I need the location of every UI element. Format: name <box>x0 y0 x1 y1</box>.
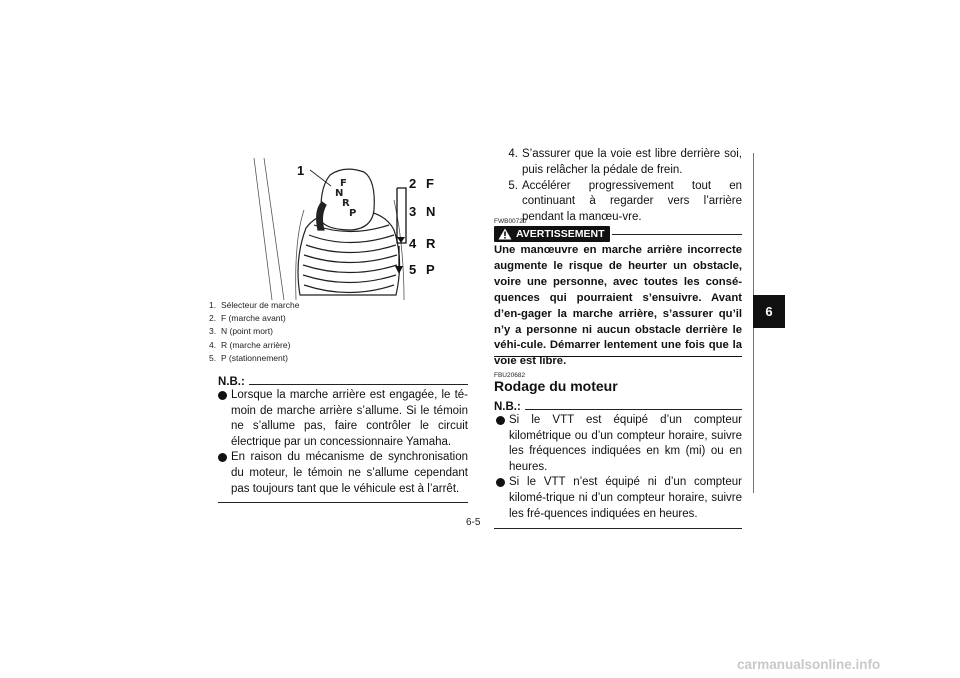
position-letter: P <box>426 262 435 277</box>
caption-item <box>209 312 469 325</box>
caption-text: P (stationnement) <box>221 352 288 363</box>
watermark: carmanualsonline.info <box>737 657 881 672</box>
chapter-tab: 6 <box>753 295 785 328</box>
note-title-text: N.B.: <box>494 401 521 413</box>
gate-letter: F <box>340 178 347 189</box>
note-rule <box>494 528 742 529</box>
step-text: Accélérer progressivement tout en continuant à regarder vers l’arrière pendant la manœu-vre. <box>522 179 742 224</box>
note-bullet <box>496 475 742 522</box>
caption-number: 5. <box>209 352 217 363</box>
note-bullet <box>218 450 468 497</box>
page-number: 6-5 <box>466 517 481 528</box>
note-block-right <box>494 401 742 529</box>
gate-letter: P <box>349 208 357 219</box>
position-number: 4 <box>409 236 417 251</box>
step-number: 4. <box>508 148 518 160</box>
step-number: 5. <box>508 179 518 192</box>
caption-text: N (point mort) <box>221 326 273 337</box>
caption-number: 2. <box>209 313 217 324</box>
gate-letter: R <box>342 198 350 209</box>
note-bullet <box>218 388 468 450</box>
position-letter: R <box>426 236 436 251</box>
bullet-dot-icon <box>218 391 227 400</box>
section-title: Rodage du moteur <box>494 378 618 394</box>
procedure-steps <box>496 147 742 226</box>
warning-label: AVERTISSEMENT <box>516 228 605 240</box>
caption-item <box>209 339 469 352</box>
gate-letter: N <box>335 188 344 199</box>
note-bullet-text: Si le VTT est équipé d’un compteur kilométrique ou d’un compteur horaire, suivre les fréquences indiquées en km (mi) ou en heures. <box>509 414 742 473</box>
bullet-dot-icon <box>496 416 505 425</box>
warning-triangle-icon <box>498 228 512 240</box>
note-title-text: N.B.: <box>218 376 245 388</box>
caption-item <box>209 352 469 365</box>
caption-text: F (marche avant) <box>221 313 286 324</box>
caption-text: Sélecteur de marche <box>221 300 300 310</box>
position-number: 5 <box>409 262 417 277</box>
caption-number: 3. <box>209 326 217 337</box>
step-text: S’assurer que la voie est libre derrière soi, puis relâcher la pédale de frein. <box>522 148 742 176</box>
step-item <box>496 147 742 179</box>
callout-number: 1 <box>297 163 305 178</box>
warning-code: FWB00720 <box>494 218 527 225</box>
note-bullet-text: En raison du mécanisme de synchronisation du moteur, le témoin ne s’allume cependant pas toujours tant que le véhicule est à l’arrêt. <box>231 451 468 495</box>
caption-text: R (marche arrière) <box>221 339 291 350</box>
note-bullet-text: Si le VTT n’est équipé ni d’un compteur kilomé-trique ni d’un compteur horaire, suivre les fré-quences indiquées en heures. <box>509 476 742 520</box>
note-title <box>494 401 742 413</box>
position-number: 2 <box>409 176 417 191</box>
gear-selector-illustration <box>234 150 470 300</box>
note-title <box>218 376 468 388</box>
warning-badge <box>494 226 610 242</box>
figure-captions <box>209 299 469 365</box>
warning-rule <box>494 356 742 357</box>
note-rule <box>218 502 468 503</box>
position-letter: N <box>426 204 436 219</box>
caption-item <box>209 325 469 338</box>
position-letter: F <box>426 176 434 191</box>
bullet-dot-icon <box>496 478 505 487</box>
step-item <box>496 179 742 226</box>
note-bullet <box>496 413 742 475</box>
warning-text: Une manœuvre en marche arrière incorrecte augmente le risque de heurter un obstacle, voire une personne, avec toutes les consé-quences qui pourraient s’ensuivre. Avant d’en-gager la marche arrière, s’assurer qu’il n’y a personne ni aucun obstacle derrière le véhi-cule. Démarrer lentement une fois que la voie est libre. <box>494 244 742 368</box>
position-number: 3 <box>409 204 417 219</box>
bullet-dot-icon <box>218 453 227 462</box>
note-block-left <box>218 376 468 503</box>
note-bullet-text: Lorsque la marche arrière est engagée, le té-moin de marche arrière s’allume. Si le témoin ne s’allume pas, faire contrôler le circuit électrique par un concessionnaire Yamaha. <box>231 389 468 448</box>
section-code: FBU20682 <box>494 372 526 379</box>
caption-number: 1. <box>209 300 217 310</box>
caption-number: 4. <box>209 339 217 350</box>
warning-header <box>494 226 742 242</box>
caption-item <box>209 299 469 312</box>
